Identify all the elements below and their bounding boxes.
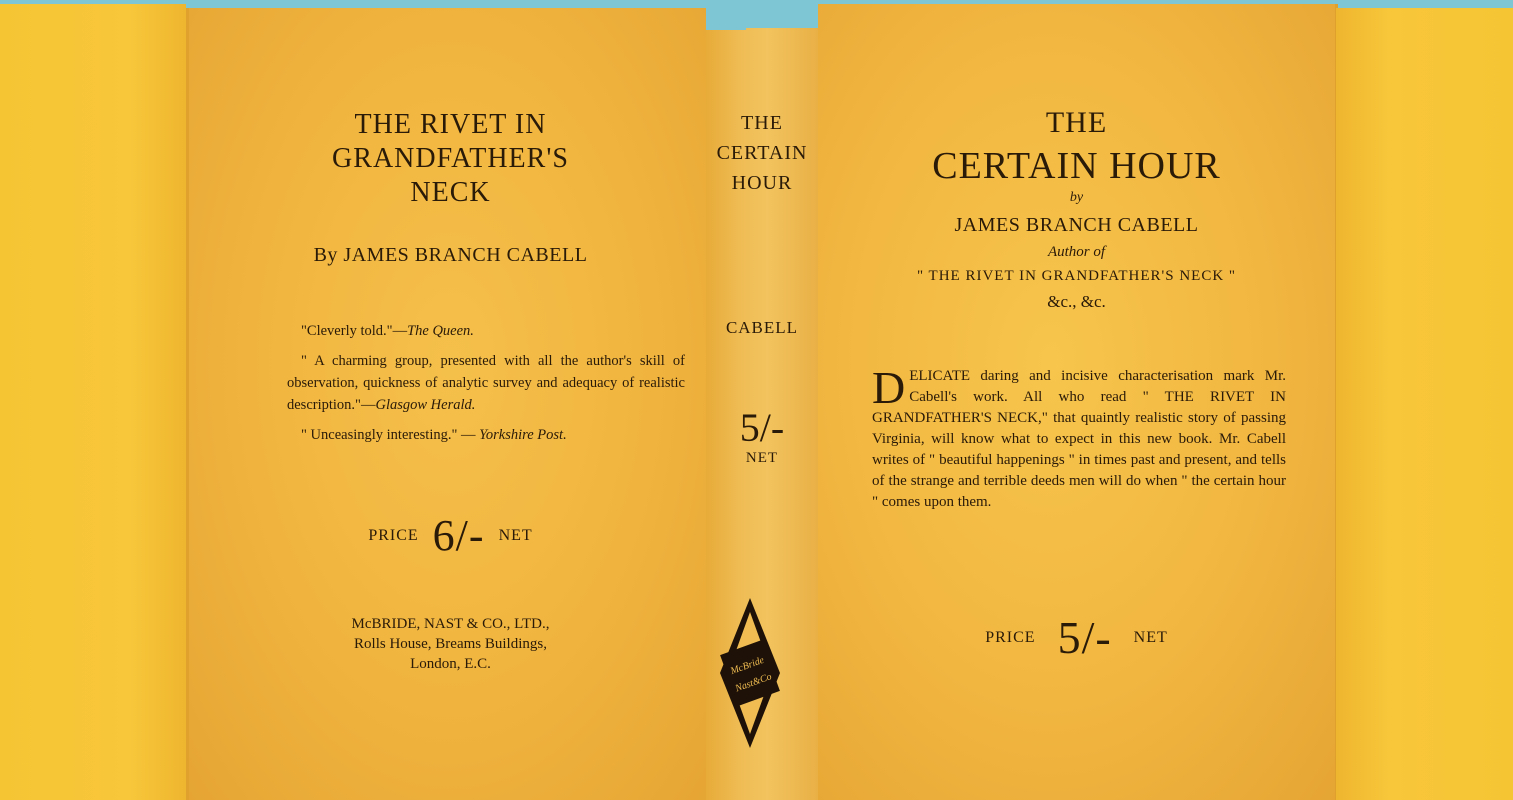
front-author-of: Author of: [1047, 244, 1106, 260]
back-title-line: GRANDFATHER'S: [332, 143, 569, 174]
publisher-line: Rolls House, Breams Buildings,: [354, 636, 547, 652]
front-previous-title: " THE RIVET IN GRANDFATHER'S NECK ": [916, 268, 1237, 284]
publisher-logo-icon: [720, 598, 780, 748]
blurb-text: ELICATE daring and incisive characterisation mark Mr. Cabell's work. All who read " THE RIVET IN GRANDFATHER'S NECK," that quaintly realistic story of passing Virginia, will know what to expect in this new book. Mr. Cabell writes of " beautiful happenings " in times past and present, and tells of the strange and terrible deeds men will do when " the certain hour " comes upon them.: [872, 368, 1286, 510]
spine: [706, 28, 818, 800]
front-etc: &c., &c.: [1047, 292, 1106, 311]
price-label: PRICE: [985, 629, 1036, 646]
publisher-line: London, E.C.: [410, 656, 491, 672]
blurb: [872, 362, 1286, 513]
torn-edge: [740, 0, 800, 14]
back-title: [189, 108, 712, 210]
price-net: NET: [498, 527, 533, 544]
drop-cap: D: [872, 362, 906, 413]
left-flap: [0, 4, 186, 800]
review-quote: " Unceasingly interesting." — Yorkshire Post.: [301, 427, 567, 443]
back-title-line: NECK: [410, 177, 491, 208]
review-quote: " A charming group, presented with all the author's skill of observation, quickness of analytic survey and adequacy of realistic description."—Glasgow Herald.: [287, 353, 685, 413]
spine-price: 5/-: [739, 405, 785, 450]
back-title-line: THE RIVET IN: [354, 109, 547, 140]
review-quotes: [287, 320, 685, 454]
back-byline: By JAMES BRANCH CABELL: [313, 244, 588, 266]
front-title-the: THE: [1045, 106, 1108, 139]
price-label: PRICE: [368, 527, 419, 544]
spine-net: NET: [745, 450, 779, 466]
back-cover: [186, 8, 712, 800]
front-author: JAMES BRANCH CABELL: [954, 214, 1199, 236]
front-by: by: [1069, 190, 1084, 205]
front-price: [818, 612, 1335, 663]
logo-text: McBride: [729, 654, 766, 678]
price-value: 6/-: [432, 511, 485, 560]
spine-title-line: HOUR: [731, 172, 793, 194]
publisher-line: McBRIDE, NAST & CO., LTD.,: [351, 616, 550, 632]
logo-text: Nast&Co: [733, 671, 774, 695]
back-price: [189, 511, 712, 560]
right-flap: [1336, 8, 1513, 800]
front-title: CERTAIN HOUR: [932, 145, 1221, 187]
publisher-imprint: [189, 614, 712, 674]
front-cover: [818, 4, 1338, 800]
spine-title-line: CERTAIN: [716, 142, 808, 164]
spine-author: CABELL: [725, 318, 799, 337]
spine-title: [706, 108, 818, 198]
spine-title-line: THE: [741, 112, 783, 134]
review-quote: "Cleverly told."—The Queen.: [301, 323, 474, 339]
price-value: 5/-: [1057, 612, 1112, 663]
price-net: NET: [1133, 629, 1168, 646]
